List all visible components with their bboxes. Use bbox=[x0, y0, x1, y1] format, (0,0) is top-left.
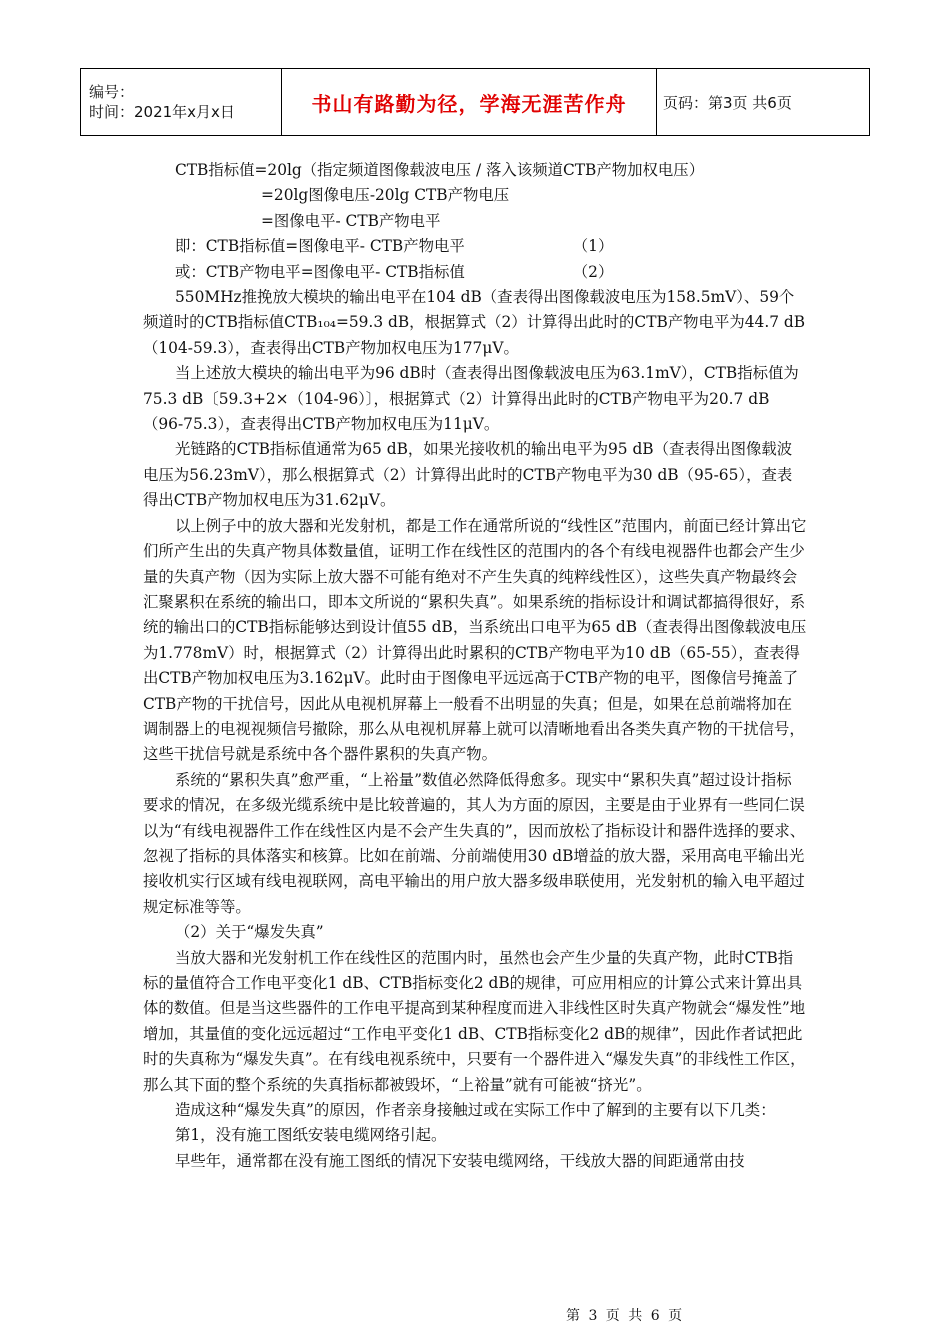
formula-line bbox=[143, 260, 807, 285]
document-body bbox=[143, 158, 807, 1174]
document-date-label: 时间：2021年x月x日 bbox=[89, 103, 235, 121]
formula-number: （2） bbox=[572, 262, 614, 281]
body-paragraph: 系统的“累积失真”愈严重，“上裕量”数值必然降低得愈多。现实中“累积失真”超过设计指标要求的情况，在多级光缆系统中是比较普遍的，其人为方面的原因，主要是由于业界有一些同仁误以为“有线电视器件工作在线性区内是不会产生失真的”，因而放松了指标设计和器件选择的要求、忽视了指标的具体落实和核算。比如在前端、分前端使用30 dB增益的放大器，采用高电平输出光接收机实行区域有线电视联网，高电平输出的用户放大器多级串联使用，光发射机的输入电平超过规定标准等等。 bbox=[143, 770, 806, 916]
body-paragraph: 造成这种“爆发失真”的原因，作者亲身接触过或在实际工作中了解到的主要有以下几类： bbox=[175, 1101, 776, 1120]
header-meta bbox=[81, 69, 281, 135]
body-paragraph: 第1，没有施工图纸安装电缆网络引起。 bbox=[175, 1126, 447, 1145]
formula-line: =20lg图像电压-20lg CTB产物电压 bbox=[261, 186, 510, 205]
body-paragraph: 当放大器和光发射机工作在线性区的范围内时，虽然也会产生少量的失真产物，此时CTB指标的量值符合工作电平变化1 dB、CTB指标变化2 dB的规律，可应用相应的计算公式来计算出具体的数值。但是当这些器件的工作电平提高到某种程度而进入非线性区时失真产物就会“爆发性”地增加，其量值的变化远远超过“工作电平变化1 dB、CTB指标变化2 dB的规律”，因此作者试把此时的失真称为“爆发失真”。在有线电视系统中，只要有一个器件进入“爆发失真”的非线性工作区，那么其下面的整个系统的失真指标都被毁坏，“上裕量”就有可能被“挤光”。 bbox=[143, 948, 806, 1094]
formula-line: =图像电平- CTB产物电平 bbox=[261, 211, 441, 230]
header-page-number: 页码：第3页 共6页 bbox=[663, 93, 792, 112]
header-motto-cell bbox=[281, 69, 657, 135]
document-number-label: 编号： bbox=[89, 83, 135, 101]
page-header bbox=[80, 68, 870, 136]
formula-line: CTB指标值=20lg（指定频道图像载波电压 / 落入该频道CTB产物加权电压） bbox=[175, 161, 705, 179]
formula-line bbox=[143, 234, 807, 259]
body-paragraph: 以上例子中的放大器和光发射机，都是工作在通常所说的“线性区”范围内，前面已经计算出它们所产生出的失真产物具体数量值，证明工作在线性区的范围内的各个有线电视器件也都会产生少量的失真产物（因为实际上放大器不可能有绝对不产生失真的纯粹线性区），这些失真产物最终会汇聚累积在系统的输出口，即本文所说的“累积失真”。如果系统的指标设计和调试都搞得很好，系统的输出口的CTB指标能够达到设计值55 dB，当系统出口电平为65 dB（查表得出图像载波电压为1.778mV）时，根据算式（2）计算得出此时累积的CTB产物电平为10 dB（65-55），查表得出CTB产物加权电压为3.162μV。此时由于图像电平远远高于CTB产物的电平，图像信号掩盖了CTB产物的干扰信号，因此从电视机屏幕上一般看不出明显的失真；但是，如果在总前端将加在调制器上的电视视频信号撤除，那么从电视机屏幕上就可以清晰地看出各类失真产物的干扰信号，这些干扰信号就是系统中各个器件累积的失真产物。 bbox=[143, 516, 807, 764]
body-paragraph: 550MHz推挽放大模块的输出电平在104 dB（查表得出图像载波电压为158.5mV）、59个频道时的CTB指标值CTB₁₀₄=59.3 dB，根据算式（2）计算得出此时的CTB产物电平为44.7 dB（104-59.3），查表得出CTB产物加权电压为177μV。 bbox=[143, 288, 806, 357]
formula-number: （1） bbox=[572, 237, 614, 256]
section-heading: （2）关于“爆发失真” bbox=[175, 923, 324, 942]
page-footer: 第 3 页 共 6 页 bbox=[566, 1308, 685, 1324]
formula-text: 或：CTB产物电平=图像电平- CTB指标值 bbox=[175, 262, 465, 281]
body-paragraph: 光链路的CTB指标值通常为65 dB，如果光接收机的输出电平为95 dB（查表得出图像载波电压为56.23mV），那么根据算式（2）计算得出此时的CTB产物电平为30 dB（95-65），查表得出CTB产物加权电压为31.62μV。 bbox=[143, 440, 793, 510]
body-paragraph: 早些年，通常都在没有施工图纸的情况下安装电缆网络，干线放大器的间距通常由技 bbox=[175, 1151, 745, 1170]
body-paragraph: 当上述放大模块的输出电平为96 dB时（查表得出图像载波电压为63.1mV），CTB指标值为75.3 dB〔59.3+2×（104-96）〕，根据算式（2）计算得出此时的CTB产物电平为20.7 dB（96-75.3），查表得出CTB产物加权电压为11μV。 bbox=[143, 364, 799, 434]
header-motto: 书山有路勤为径，学海无涯苦作舟 bbox=[311, 91, 627, 116]
formula-text: 即：CTB指标值=图像电平- CTB产物电平 bbox=[175, 237, 465, 256]
